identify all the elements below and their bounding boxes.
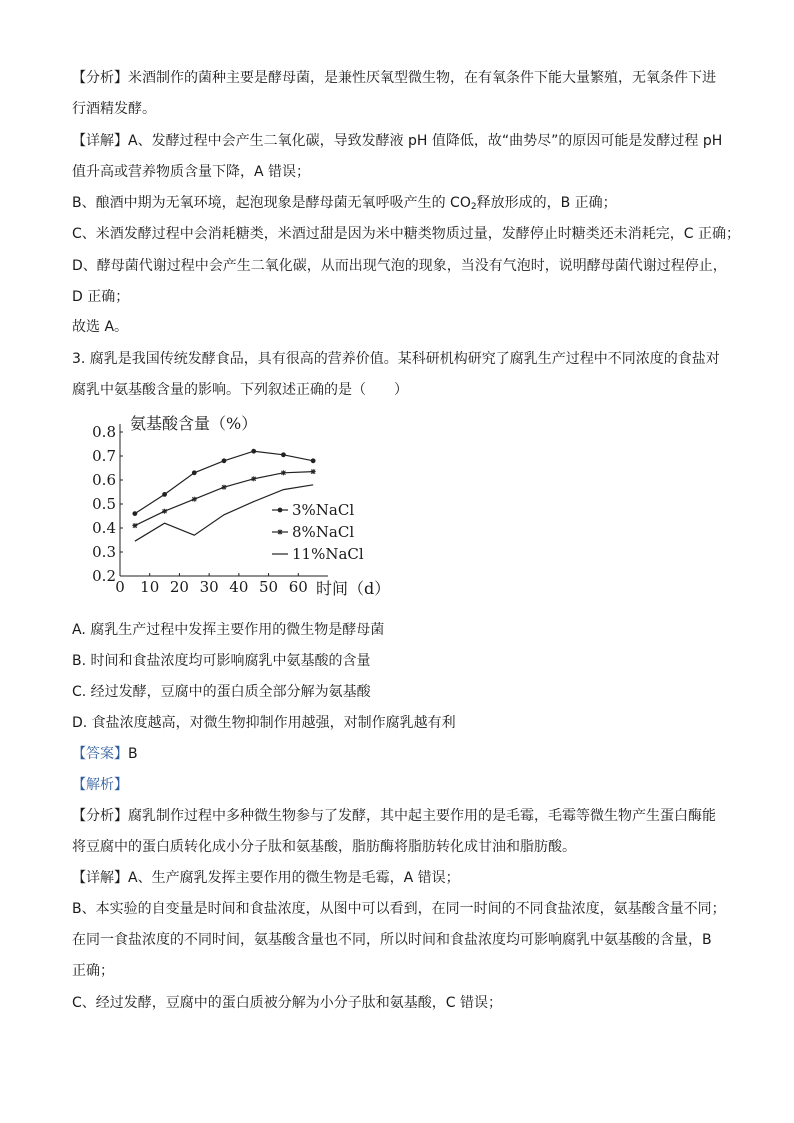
series-line-2 xyxy=(135,472,313,526)
data-point xyxy=(278,508,283,513)
answer-value: B xyxy=(128,746,138,762)
data-point xyxy=(222,485,227,490)
detail-2-line-2: B、本实验的自变量是时间和食盐浓度，从图中可以看到，在同一时间的不同食盐浓度，氨基酸含量不同； xyxy=(72,901,726,917)
data-point xyxy=(311,469,316,474)
data-point xyxy=(162,492,167,497)
analysis-1-line-2: 行酒精发酵。 xyxy=(72,101,156,117)
y-tick-label: 0.5 xyxy=(92,495,116,513)
detail-2-line-3: 在同一食盐浓度的不同时间，氨基酸含量也不同，所以时间和食盐浓度均可影响腐乳中氨基酸的含量，B xyxy=(72,932,712,948)
x-tick-label: 30 xyxy=(199,578,219,596)
analysis-1-line-1: 【分析】米酒制作的菌种主要是酵母菌，是兼性厌氧型微生物，在有氧条件下能大量繁殖，无氧条件下进 xyxy=(72,70,716,86)
data-point xyxy=(192,470,197,475)
x-tick-label: 50 xyxy=(259,578,279,596)
answer-line xyxy=(72,744,138,764)
legend-label-1: 3%NaCl xyxy=(292,501,355,519)
data-point xyxy=(281,452,286,457)
x-tick-label: 40 xyxy=(229,578,249,596)
x-tick-label: 0 xyxy=(115,578,125,596)
detail-2-line-4: 正确； xyxy=(72,963,114,979)
question-3-line-1: 3. 腐乳是我国传统发酵食品，具有很高的营养价值。某科研机构研究了腐乳生产过程中不同浓度的食盐对 xyxy=(72,351,720,367)
x-axis-title: 时间（d） xyxy=(316,579,391,598)
data-point xyxy=(251,449,256,454)
option-c: C. 经过发酵，豆腐中的蛋白质全部分解为氨基酸 xyxy=(72,684,371,700)
y-tick-label: 0.4 xyxy=(92,519,116,537)
chart-legend xyxy=(272,501,364,563)
legend-label-3: 11%NaCl xyxy=(292,545,364,563)
analysis-2-line-1: 【分析】腐乳制作过程中多种微生物参与了发酵，其中起主要作用的是毛霉，毛霉等微生物产生蛋白酶能 xyxy=(72,808,716,824)
y-tick-label: 0.8 xyxy=(92,423,116,441)
option-a: A. 腐乳生产过程中发挥主要作用的微生物是酵母菌 xyxy=(72,622,385,638)
x-tick-label: 10 xyxy=(140,578,160,596)
detail-2-line-5: C、经过发酵，豆腐中的蛋白质被分解为小分子肽和氨基酸，C 错误； xyxy=(72,995,502,1011)
answer-label: 【答案】 xyxy=(72,746,128,762)
detail-1-line-7: 故选 A。 xyxy=(72,319,129,335)
data-point xyxy=(132,511,137,516)
legend-label-2: 8%NaCl xyxy=(292,523,355,541)
data-point xyxy=(222,458,227,463)
detail-1-line-3-post: 释放形成的，B 正确； xyxy=(476,195,617,211)
option-d: D. 食盐浓度越高，对微生物抑制作用越强，对制作腐乳越有利 xyxy=(72,715,456,731)
co2-subscript: 2 xyxy=(470,202,477,212)
detail-2-line-1: 【详解】A、生产腐乳发挥主要作用的微生物是毛霉，A 错误； xyxy=(72,870,460,886)
detail-1-line-3 xyxy=(72,193,617,217)
question-3-line-2: 腐乳中氨基酸含量的影响。下列叙述正确的是（ ） xyxy=(72,382,408,398)
data-point xyxy=(251,476,256,481)
data-point xyxy=(311,458,316,463)
detail-1-line-4: C、米酒发酵过程中会消耗糖类，米酒过甜是因为米中糖类物质过量，发酵停止时糖类还未消耗完，C 正确； xyxy=(72,226,740,242)
y-tick-label: 0.3 xyxy=(92,543,116,561)
y-tick-label: 0.7 xyxy=(92,447,116,465)
jiexi-label: 【解析】 xyxy=(72,777,128,793)
x-tick-label: 20 xyxy=(169,578,189,596)
data-point xyxy=(278,530,283,535)
y-axis-title: 氨基酸含量（%） xyxy=(130,414,258,433)
y-tick-label: 0.2 xyxy=(92,567,116,585)
data-point xyxy=(132,523,137,528)
data-point xyxy=(162,509,167,514)
detail-1-line-1: 【详解】A、发酵过程中会产生二氧化碳，导致发酵液 pH 值降低，故“曲势尽”的原因可能是发酵过程 pH xyxy=(72,133,723,149)
data-point xyxy=(192,497,197,502)
chart-marks xyxy=(132,449,315,541)
option-b: B. 时间和食盐浓度均可影响腐乳中氨基酸的含量 xyxy=(72,653,371,669)
detail-1-line-2: 值升高或营养物质含量下降，A 错误； xyxy=(72,164,311,180)
y-tick-label: 0.6 xyxy=(92,471,116,489)
data-point xyxy=(281,470,286,475)
detail-1-line-5: D、酵母菌代谢过程中会产生二氧化碳，从而出现气泡的现象，当没有气泡时，说明酵母菌代谢过程停止， xyxy=(72,258,727,274)
detail-1-line-6: D 正确； xyxy=(72,289,130,305)
x-tick-label: 60 xyxy=(288,578,308,596)
amino-acid-chart xyxy=(88,414,398,604)
analysis-2-line-2: 将豆腐中的蛋白质转化成小分子肽和氨基酸，脂肪酶将脂肪转化成甘油和脂肪酸。 xyxy=(72,839,576,855)
detail-1-line-3-pre: B、酿酒中期为无氧环境，起泡现象是酵母菌无氧呼吸产生的 CO xyxy=(72,195,471,211)
